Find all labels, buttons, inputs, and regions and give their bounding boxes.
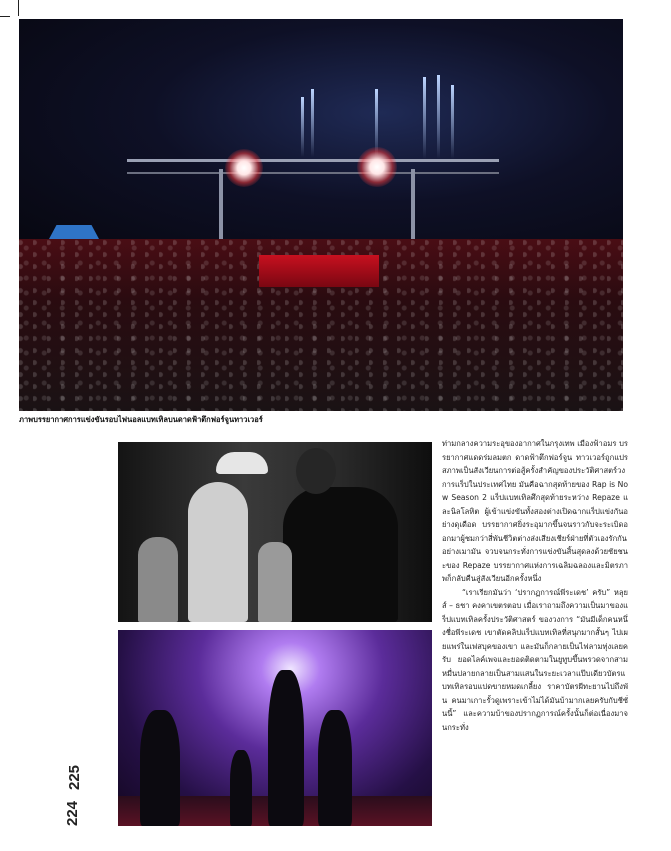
light-beam — [437, 75, 440, 159]
light-beam — [301, 97, 304, 157]
stage-truss — [127, 159, 499, 174]
article-body — [442, 437, 628, 734]
audience-figure — [138, 537, 178, 622]
stage-performance-photo — [118, 630, 432, 826]
performer-right — [318, 710, 352, 826]
light-beam — [311, 89, 314, 157]
night-sky — [19, 19, 623, 254]
crop-mark-vertical — [18, 0, 19, 16]
rappers-embrace-photo — [118, 442, 432, 622]
page-number-right: 225 — [66, 764, 83, 790]
article-paragraph: “เราเรียกมันว่า ‘ปรากฏการณ์พีระเดช’ ครับ” หลุยส์ – ธชา คงคาเขตรตอบ เมื่อเราถามถึงความเป็นมาของแร็ปแบทเทิลครั้งประวัติศาสตร์ ของวงการ “มันมีเด็กคนหนึ่งชื่อพีระเดช เขาตัดคลิปแร็ปแบทเทิลที่สนุกมากสั้นๆ ไปเผยแพร่ในเฟสบุคของเขา และมันก็กลายเป็นไฟลามทุ่งเลยครับ ยอดไลค์เพจและยอดติดตามในยูทูบขึ้นพรวดจากสามหมื่นปลายกลายเป็นสามแสนในระยะเวลาแป๊บเดียวบัตรแบทเทิลรอบแปดขายหมดเกลี้ยง ราคาบัตรผีทะยานไปถึงพัน คนมาเกาะรั้วดูเพราะเข้าไม่ได้มันบ้ามากเลยครับกับชีซั่นนี้” และความบ้าของปรากฏการณ์ครั้งนั้นก็ต่อเนื่องมาจนกระทั่ง — [442, 587, 628, 732]
spotlight — [225, 149, 263, 187]
tent — [49, 225, 99, 239]
battle-stage — [259, 255, 379, 287]
rapper-right-head — [296, 448, 336, 494]
light-beam — [423, 77, 426, 159]
photo-caption: ภาพบรรยากาศการแข่งขันรอบไฟนอลแบทเทิลบนดาดฟ้าตึกฟอร์จูนทาวเวอร์ — [19, 415, 263, 424]
performer-center — [268, 670, 304, 826]
page-number-left: 224 — [64, 800, 81, 826]
crop-mark-horizontal — [0, 16, 10, 17]
performer-back — [230, 750, 252, 826]
spotlight — [357, 147, 397, 187]
rapper-right-figure — [283, 487, 398, 622]
concert-crowd-photo — [19, 19, 623, 411]
article-paragraph: ท่ามกลางความระอุของอากาศในกรุงเทพ เมืองฟ้าอมร บรรยากาศแดดร่มลมตก ดาดฟ้าตึกฟอร์จูน ทาวเวอร์ถูกแปรสภาพเป็นสังเวียนการต่อสู้ครั้งสำคัญของประวัติศาสตร์วงการแร็ปในประเทศไทย มันคือฉากสุดท้ายของ Rap is Now Season 2 แร็ปแบทเทิลศึกสุดท้ายระหว่าง Repaze และนิลโลหิต ผู้เข้าแข่งขันทั้งสองต่างเปิดฉากแร็ปแข่งกันอย่างดุเดือด บรรยากาศยิ่งระอุมากขึ้นจนราวกับจะระเบิดออกมาผู้ชมกว่าสี่พันชีวิตต่างส่งเสียงเชียร์ฝ่ายที่ตัวเองรักกันอย่างเมามัน จวบจนกระทั่งการแข่งขันสิ้นสุดลงด้วยชัยชนะของ Repaze บรรยากาศแห่งการเฉลิมฉลองและมิตรภาพก็กลับคืนสู่สังเวียนอีกครั้งหนึ่ง — [442, 439, 628, 583]
photographer-figure — [258, 542, 292, 622]
rapper-left-cap — [216, 452, 268, 474]
rapper-left-figure — [188, 482, 248, 622]
light-beam — [451, 85, 454, 159]
camera-operator — [140, 710, 180, 826]
